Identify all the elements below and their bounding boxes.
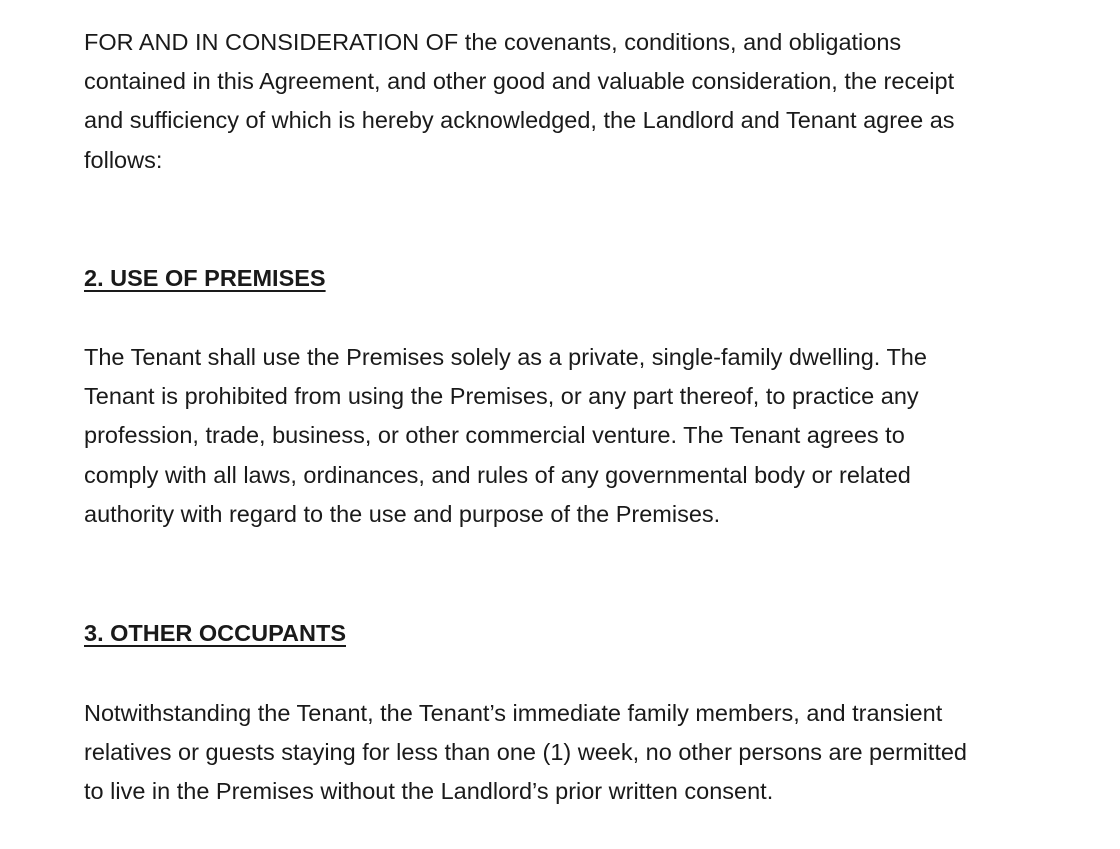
paragraph-line: profession, trade, business, or other commercial venture. The Tenant agrees to xyxy=(84,422,905,449)
paragraph-line: and sufficiency of which is hereby acknowledged, the Landlord and Tenant agree as xyxy=(84,107,955,134)
paragraph-line: relatives or guests staying for less than one (1) week, no other persons are permitted xyxy=(84,739,968,766)
intro-paragraph xyxy=(84,23,1094,180)
section-heading-other-occupants: 3. OTHER OCCUPANTS xyxy=(84,620,346,646)
section-heading-use-of-premises: 2. USE OF PREMISES xyxy=(84,265,326,291)
paragraph-line: comply with all laws, ordinances, and rules of any governmental body or related xyxy=(84,461,911,488)
paragraph-line: authority with regard to the use and purpose of the Premises. xyxy=(84,500,721,527)
paragraph-line: FOR AND IN CONSIDERATION OF the covenants, conditions, and obligations xyxy=(84,29,902,55)
paragraph-line: contained in this Agreement, and other good and valuable consideration, the receipt xyxy=(84,68,955,95)
paragraph-line: to live in the Premises without the Landlord’s prior written consent. xyxy=(84,778,774,805)
paragraph-line: follows: xyxy=(84,146,163,173)
use-of-premises-paragraph xyxy=(84,338,1094,534)
paragraph-line: Tenant is prohibited from using the Premises, or any part thereof, to practice any xyxy=(84,383,919,410)
paragraph-line: The Tenant shall use the Premises solely as a private, single-family dwelling. The xyxy=(84,344,927,370)
other-occupants-paragraph xyxy=(84,694,1094,812)
paragraph-line: Notwithstanding the Tenant, the Tenant’s immediate family members, and transient xyxy=(84,700,943,726)
